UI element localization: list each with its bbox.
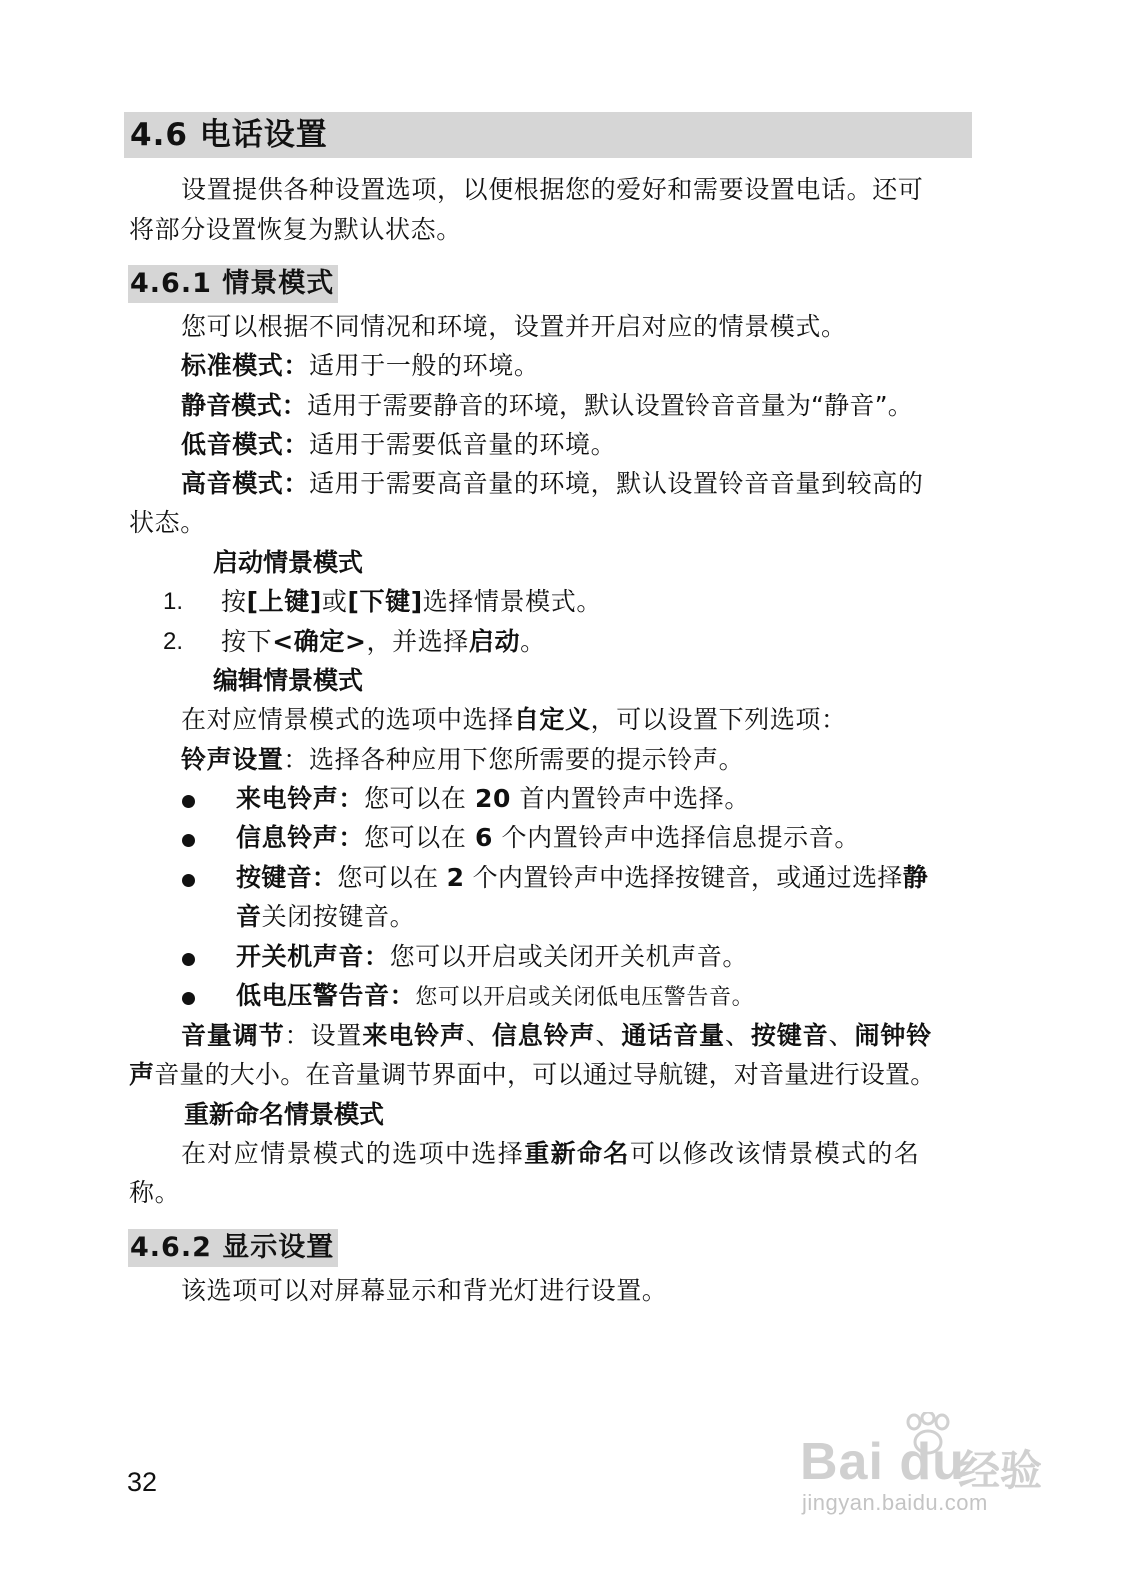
- bullet-message-ring: 信息铃声：您可以在 6 个内置铃声中选择信息提示音。: [236, 823, 860, 852]
- bullet-key-tone: 按键音：您可以在 2 个内置铃声中选择按键音，或通过选择静: [236, 863, 929, 892]
- scene-mode-heading: 4.6.1 情景模式: [128, 265, 338, 303]
- start-step-1: 按[上键]或[下键]选择情景模式。: [221, 587, 602, 616]
- mode-high-cont: 状态。: [129, 508, 206, 537]
- ring-settings: 铃声设置：选择各种应用下您所需要的提示铃声。: [181, 745, 745, 774]
- watermark-brand: 经验: [958, 1446, 1043, 1495]
- bullet-dot: [182, 874, 195, 887]
- step-number: 2.: [163, 628, 184, 655]
- rename-desc-cont: 称。: [129, 1178, 181, 1207]
- start-step-2: 按下<确定>，并选择启动。: [221, 627, 546, 656]
- mode-name: 高音模式：: [181, 469, 310, 498]
- bullet-key-tone-cont: 音关闭按键音。: [236, 902, 416, 931]
- step-number: 1.: [163, 588, 184, 615]
- edit-intro: 在对应情景模式的选项中选择自定义，可以设置下列选项：: [181, 705, 847, 734]
- display-settings-heading: 4.6.2 显示设置: [128, 1229, 338, 1267]
- section-heading: 4.6 电话设置: [124, 112, 972, 158]
- section-intro-line2: 将部分设置恢复为默认状态。: [129, 215, 462, 244]
- bullet-power-sound: 开关机声音：您可以开启或关闭开关机声音。: [236, 942, 749, 971]
- page-number: 32: [127, 1467, 158, 1497]
- mode-name: 低音模式：: [181, 430, 310, 459]
- display-intro: 该选项可以对屏幕显示和背光灯进行设置。: [181, 1276, 668, 1305]
- mode-high: [181, 466, 923, 502]
- mode-desc: 适用于需要低音量的环境。: [309, 430, 617, 459]
- watermark-logo: Bai du: [800, 1433, 965, 1491]
- mode-desc: 适用于需要高音量的环境，默认设置铃音音量到较高的: [309, 469, 924, 498]
- volume-adjust: 音量调节：设置来电铃声、信息铃声、通话音量、按键音、闹钟铃: [181, 1021, 933, 1050]
- bullet-dot: [182, 795, 195, 808]
- edit-scene-title: 编辑情景模式: [213, 666, 364, 695]
- mode-desc: 适用于需要静音的环境，默认设置铃音音量为“静音”。: [307, 391, 913, 420]
- bullet-incoming-ring: 来电铃声：您可以在 20 首内置铃声中选择。: [236, 784, 750, 813]
- mode-desc: 适用于一般的环境。: [309, 351, 540, 380]
- rename-desc: 在对应情景模式的选项中选择重新命名可以修改该情景模式的名: [181, 1139, 921, 1168]
- bullet-dot: [182, 834, 195, 847]
- start-scene-title: 启动情景模式: [213, 548, 364, 577]
- watermark-url: jingyan.baidu.com: [802, 1490, 988, 1515]
- mode-standard: [181, 348, 539, 384]
- mode-name: 标准模式：: [181, 351, 310, 380]
- mode-silent: [181, 388, 913, 424]
- mode-low: [181, 427, 616, 463]
- volume-adjust-cont: 声音量的大小。在音量调节界面中，可以通过导航键，对音量进行设置。: [129, 1060, 936, 1089]
- mode-name: 静音模式：: [181, 391, 308, 420]
- bullet-dot: [182, 953, 195, 966]
- section-intro-line1: 设置提供各种设置选项，以便根据您的爱好和需要设置电话。还可: [181, 175, 924, 204]
- rename-scene-title: 重新命名情景模式: [184, 1100, 385, 1129]
- scene-intro: 您可以根据不同情况和环境，设置并开启对应的情景模式。: [181, 312, 847, 341]
- bullet-dot: [182, 992, 195, 1005]
- bullet-low-voltage: 低电压警告音：您可以开启或关闭低电压警告音。: [236, 981, 755, 1010]
- baidu-watermark: [800, 1412, 1060, 1522]
